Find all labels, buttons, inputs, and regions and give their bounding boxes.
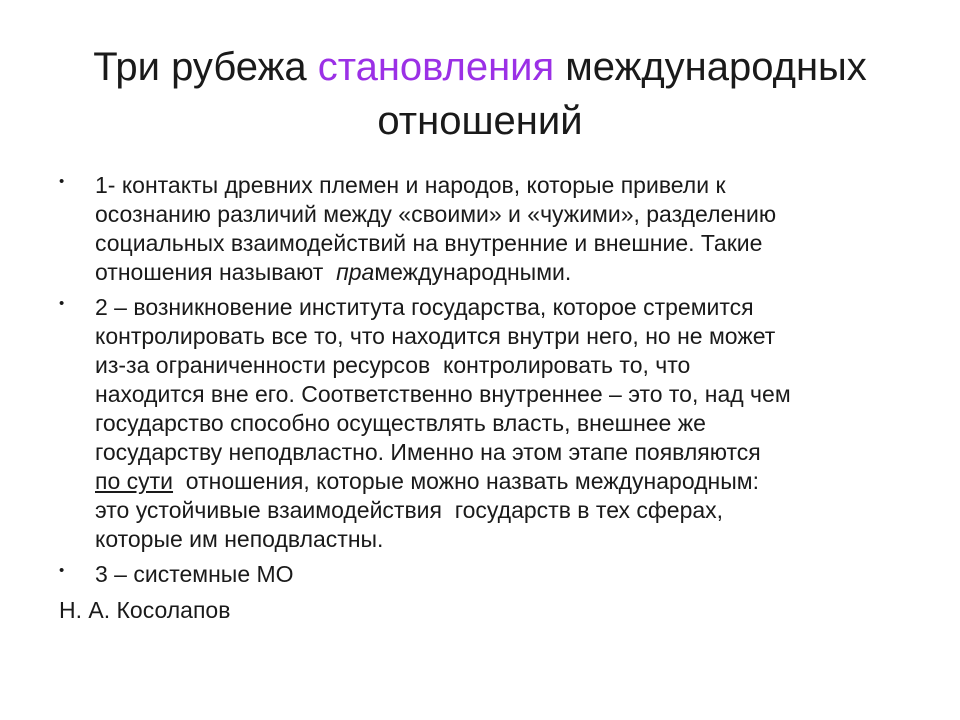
bullet-item-1 <box>50 171 920 287</box>
author-name: Н. А. Косолапов <box>59 597 231 623</box>
bullet-1-italic-prefix: пра <box>336 259 375 285</box>
bullet-2-after-underlined: отношения, которые можно назвать международным: <box>173 468 759 494</box>
bullet-2-line-6: государству неподвластно. Именно на этом этапе появляются <box>95 439 761 465</box>
bullet-2-line-2: контролировать все то, что находится внутри него, но не может <box>95 323 776 349</box>
bullet-item-2 <box>50 293 920 554</box>
bullet-item-3 <box>50 560 920 589</box>
bullet-1-line-2: осознанию различий между «своими» и «чужими», разделению <box>95 201 777 227</box>
bullet-dot-icon: • <box>59 295 65 312</box>
bullet-1-line-3: социальных взаимодействий на внутренние и внешние. Такие <box>95 230 763 256</box>
bullet-dot-icon: • <box>59 173 65 190</box>
title-line-2: отношений <box>377 99 583 143</box>
bullet-2-line-5: государство способно осуществлять власть, внешнее же <box>95 410 706 436</box>
bullet-1-line-4-prefix: отношения называют <box>95 259 337 285</box>
slide-title <box>40 40 920 148</box>
bullet-2-line-7 <box>95 467 920 496</box>
title-accent-word: становления <box>317 45 555 89</box>
bullet-1-line-4-suffix: международными. <box>374 259 572 285</box>
bullet-2-line-3: из-за ограниченности ресурсов контролировать то, что <box>95 352 691 378</box>
bullet-dot-icon: • <box>59 562 65 579</box>
bullet-2-line-8: это устойчивые взаимодействия государств в тех сферах, <box>95 497 724 523</box>
bullet-3-text: 3 – системные МО <box>95 561 294 587</box>
title-part-1: Три рубежа <box>93 45 318 89</box>
bullet-2-line-1: 2 – возникновение института государства, которое стремится <box>95 294 754 320</box>
bullet-2-line-9: которые им неподвластны. <box>95 526 384 552</box>
bullet-list <box>50 171 920 595</box>
title-part-2: международных <box>554 45 867 89</box>
bullet-2-line-4: находится вне его. Соответственно внутреннее – это то, над чем <box>95 381 791 407</box>
bullet-1-line-1: 1- контакты древних племен и народов, которые привели к <box>95 172 726 198</box>
title-line-1 <box>40 40 920 94</box>
bullet-2-underlined-phrase: по сути <box>95 468 174 494</box>
bullet-1-line-4 <box>95 258 920 287</box>
